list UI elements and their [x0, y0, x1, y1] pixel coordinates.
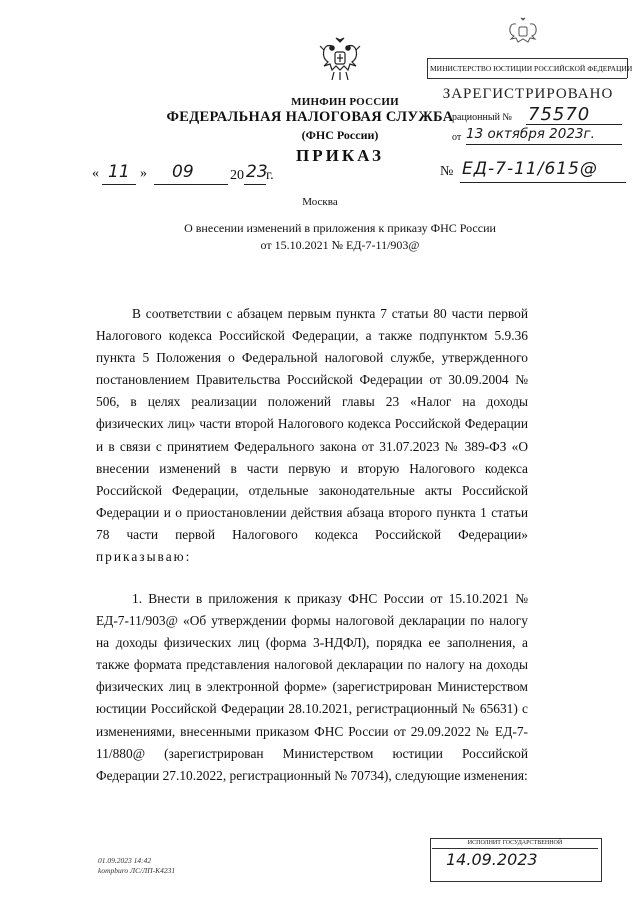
reg-number-label: рационный № — [452, 112, 512, 123]
date-year-prefix: 20 — [230, 168, 244, 183]
clause-1-paragraph — [96, 588, 528, 787]
footer-meta — [98, 856, 248, 876]
control-stamp-title: ИСПОЛНИТ ГОСУДАРСТВЕННОЙ — [467, 840, 563, 846]
order-subject — [150, 220, 530, 254]
footer-line-1: 01.09.2023 14:42 — [98, 856, 152, 865]
stamp-emblem-icon — [506, 16, 540, 50]
stamp-registration-number — [430, 104, 626, 128]
stamp-registration-date — [430, 128, 626, 148]
date-open-quote: « — [92, 166, 99, 181]
ministry-name: МИНФИН РОССИИ — [291, 96, 399, 108]
subject-line-1: О внесении изменений в приложения к приказу ФНС России — [184, 221, 496, 235]
date-year-suffix: 23 — [246, 162, 268, 182]
reg-number-value: 75570 — [528, 104, 591, 125]
control-stamp-rule — [432, 848, 598, 849]
decree-word: приказываю: — [96, 549, 192, 565]
date-year-abbr: г. — [266, 168, 274, 183]
stamp-left-rule — [427, 58, 428, 78]
control-stamp-date: 14.09.2023 — [446, 850, 538, 869]
reg-date-label: от — [452, 132, 462, 143]
stamp-ministry: МИНИСТЕРСТВО ЮСТИЦИИ РОССИЙСКОЙ ФЕДЕРАЦИИ — [430, 64, 633, 73]
preamble-text: В соответствии с абзацем первым пункта 7 статьи 80 части первой Налогового кодекса Российской Федерации, а также подпунктом 5.9.36 пункта 5 Положения о Федеральной налоговой службе, утвержденного постановлением Правительства Российской Федерации от 30.09.2004 № 506, в целях реализации положений главы 23 «Налог на доходы физических лиц» части второй Налогового кодекса Российской Федерации и в связи с принятием Федерального закона от 31.07.2023 № 389-ФЗ «О внесении изменений в части первую и вторую Налогового кодекса Российской Федерации, отдельные законодательные акты Российской Федерации и о приостановлении действия абзаца второго пункта 1 статьи 78 части первой Налогового кодекса Российской Федерации» — [96, 306, 528, 542]
clause-1-text: 1. Внести в приложения к приказу ФНС России от 15.10.2021 № ЕД-7-11/903@ «Об утверждении формы налоговой декларации по налогу на доходы физических лиц (форма 3-НДФЛ), порядка ее заполнения, а также формата представления налоговой декларации по налогу на доходы физических лиц в электронной форме» (зарегистрирован Министерством юстиции Российской Федерации 28.10.2021, регистрационный № 65631) с изменениями, внесенными приказом ФНС России от 29.09.2022 № ЕД-7-11/880@ (зарегистрирован Министерством юстиции Российской Федерации 27.10.2022, регистрационный № 70734), следующие изменения: — [96, 591, 528, 783]
order-date — [92, 162, 352, 186]
service-name: ФЕДЕРАЛЬНАЯ НАЛОГОВАЯ СЛУЖБА — [166, 109, 454, 125]
date-close-quote: » — [140, 166, 147, 181]
city: Москва — [302, 196, 338, 208]
reg-date-value: 13 октября 2023г. — [466, 126, 595, 142]
date-month: 09 — [172, 162, 194, 182]
number-value: ЕД-7-11/615@ — [462, 159, 598, 179]
order-number — [440, 158, 630, 182]
stamp-mid-rule — [427, 78, 627, 79]
document-type: ПРИКАЗ — [296, 146, 384, 165]
subject-line-2: от 15.10.2021 № ЕД-7-11/903@ — [260, 238, 420, 252]
coat-of-arms-icon — [318, 36, 362, 84]
preamble-paragraph — [96, 303, 528, 568]
date-day: 11 — [108, 162, 130, 182]
number-sign: № — [440, 164, 454, 179]
footer-line-2: kompburo ЛС/ЛП-К4231 — [98, 866, 176, 875]
stamp-registered: ЗАРЕГИСТРИРОВАНО — [442, 86, 614, 102]
stamp-top-rule — [427, 58, 627, 59]
service-short-name: (ФНС России) — [301, 128, 379, 142]
